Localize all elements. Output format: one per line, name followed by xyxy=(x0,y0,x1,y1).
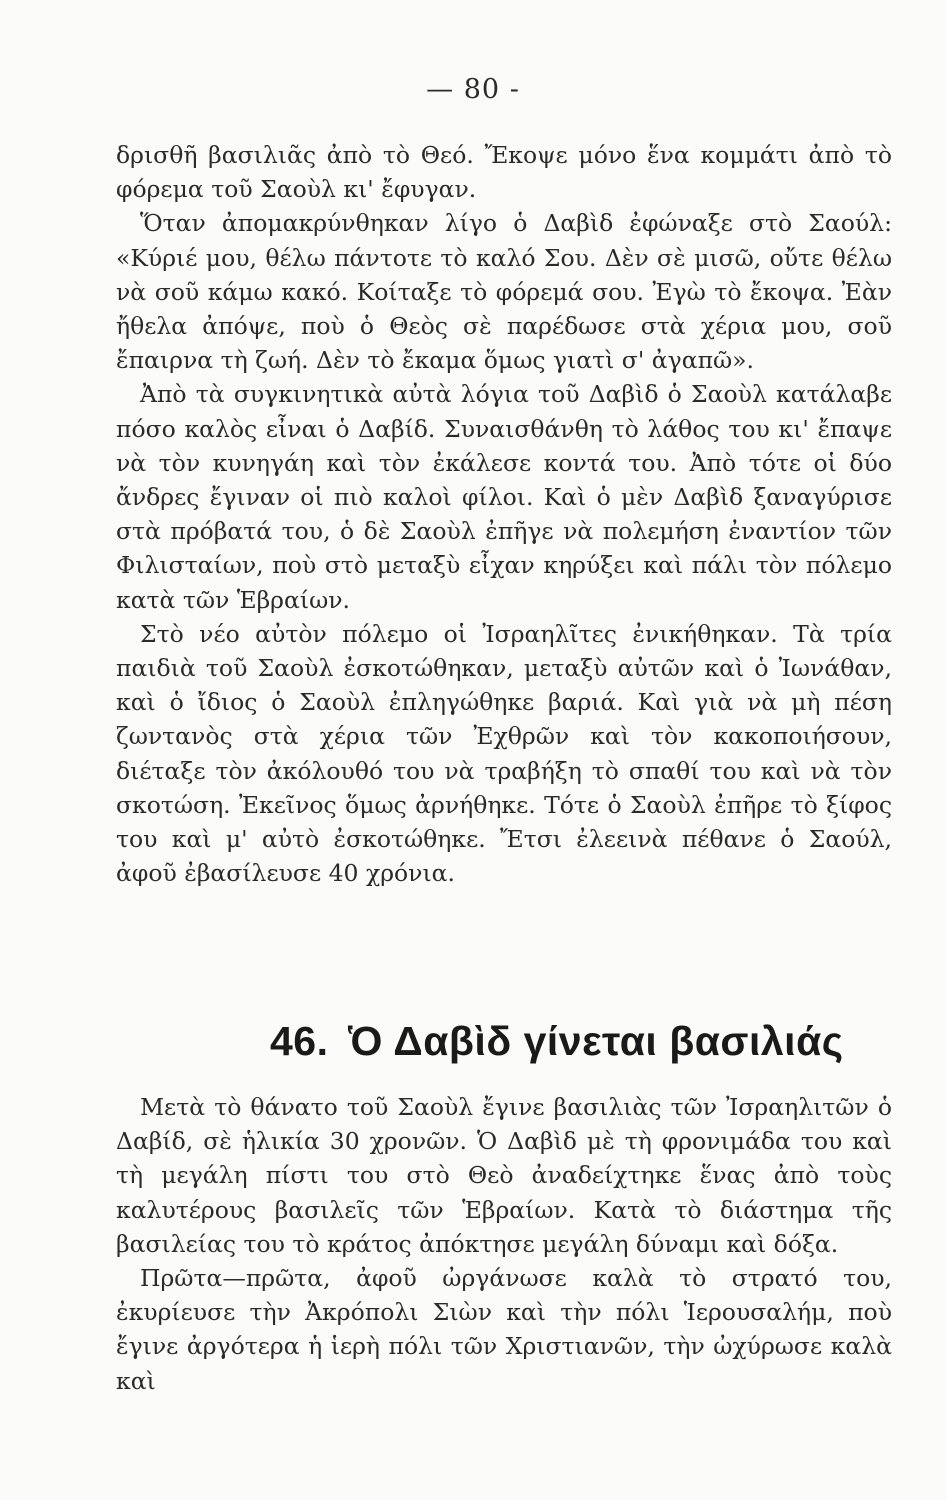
paragraph: Ἀπὸ τὰ συγκινητικὰ αὐτὰ λόγια τοῦ Δαβὶδ ὁ Σαοὺλ κατάλαβε πόσο καλὸς εἶναι ὁ Δαβίδ. Συναισθάνθη τὸ λάθος του κι' ἔπαψε νὰ τὸν κυνηγάη καὶ τὸν ἐκάλεσε κοντά του. Ἀπὸ τότε οἱ δύο ἄνδρες ἔγιναν οἱ πιὸ καλοὶ φίλοι. Καὶ ὁ μὲν Δαβὶδ ξαναγύρισε στὰ πρόβατά του, ὁ δὲ Σαοὺλ ἐπῆγε νὰ πολεμήση ἐναντίον τῶν Φιλισταίων, ποὺ στὸ μεταξὺ εἶχαν κηρύξει καὶ πάλι τὸν πόλεμο κατὰ τῶν Ἑβραίων. xyxy=(116,380,892,614)
paragraph: Μετὰ τὸ θάνατο τοῦ Σαοὺλ ἔγινε βασιλιὰς τῶν Ἰσραηλιτῶν ὁ Δαβίδ, σὲ ἡλικία 30 χρονῶν. Ὁ Δαβὶδ μὲ τὴ φρονιμάδα του καὶ τὴ μεγάλη πίστι του στὸ Θεὸ ἀναδείχτηκε ἕνας ἀπὸ τοὺς καλυτέρους βασιλεῖς τῶν Ἑβραίων. Κατὰ τὸ διάστημα τῆς βασιλείας του τὸ κράτος ἀπόκτησε μεγάλη δύναμι καὶ δόξα. xyxy=(116,1093,892,1258)
paragraph: Πρῶτα—πρῶτα, ἀφοῦ ὠργάνωσε καλὰ τὸ στρατό του, ἐκυρίευσε τὴν Ἀκρόπολι Σιὼν καὶ τὴν πόλι Ἱερουσαλήμ, ποὺ ἔγινε ἀργότερα ἡ ἱερὴ πόλι τῶν Χριστιανῶν, τὴν ὠχύρωσε καλὰ καὶ xyxy=(116,1264,892,1395)
section-number: 46. xyxy=(270,1018,329,1064)
paragraph-continuation: δρισθῆ βασιλιᾶς ἀπὸ τὸ Θεό. Ἔκοψε μόνο ἕνα κομμάτι ἀπὸ τὸ φόρεμα τοῦ Σαοὺλ κι' ἔφυγαν. xyxy=(116,141,892,204)
section-title: Ὁ Δαβὶδ γίνεται βασιλιάς xyxy=(348,1018,844,1064)
paragraph: Ὅταν ἀπομακρύνθηκαν λίγο ὁ Δαβὶδ ἐφώναξε στὸ Σαούλ: «Κύριέ μου, θέλω πάντοτε τὸ καλό Σου. Δὲν σὲ μισῶ, οὔτε θέλω νὰ σοῦ κάμω κακό. Κοίταξε τὸ φόρεμά σου. Ἐγὼ τὸ ἔκοψα. Ἐὰν ἤθελα ἀπόψε, ποὺ ὁ Θεὸς σὲ παρέδωσε στὰ χέρια μου, σοῦ ἔπαιρνα τὴ ζωή. Δὲν τὸ ἔκαμα ὅμως γιατὶ σ' ἀγαπῶ». xyxy=(116,209,892,375)
text-block-before-heading xyxy=(116,138,892,890)
paragraph: Στὸ νέο αὐτὸν πόλεμο οἱ Ἰσραηλῖτες ἐνικήθηκαν. Τὰ τρία παιδιὰ τοῦ Σαοὺλ ἐσκοτώθηκαν, μεταξὺ αὐτῶν καὶ ὁ Ἰωνάθαν, καὶ ὁ ἴδιος ὁ Σαοὺλ ἐπληγώθηκε βαριά. Καὶ γιὰ νὰ μὴ πέση ζωντανὸς στὰ χέρια τῶν Ἐχθρῶν καὶ τὸν κακοποιήσουν, διέταξε τὸν ἀκόλουθό του νὰ τραβήξη τὸ σπαθί του καὶ νὰ τὸν σκοτώση. Ἐκεῖνος ὅμως ἀρνήθηκε. Τότε ὁ Σαοὺλ ἐπῆρε τὸ ξίφος του καὶ μ' αὐτὸ ἐσκοτώθηκε. Ἔτσι ἐλεεινὰ πέθανε ὁ Σαούλ, ἀφοῦ ἐβασίλευσε 40 χρόνια. xyxy=(116,619,892,888)
text-block-after-heading xyxy=(116,1090,892,1398)
page-number: — 80 - xyxy=(426,74,520,105)
section-heading xyxy=(270,1018,844,1065)
